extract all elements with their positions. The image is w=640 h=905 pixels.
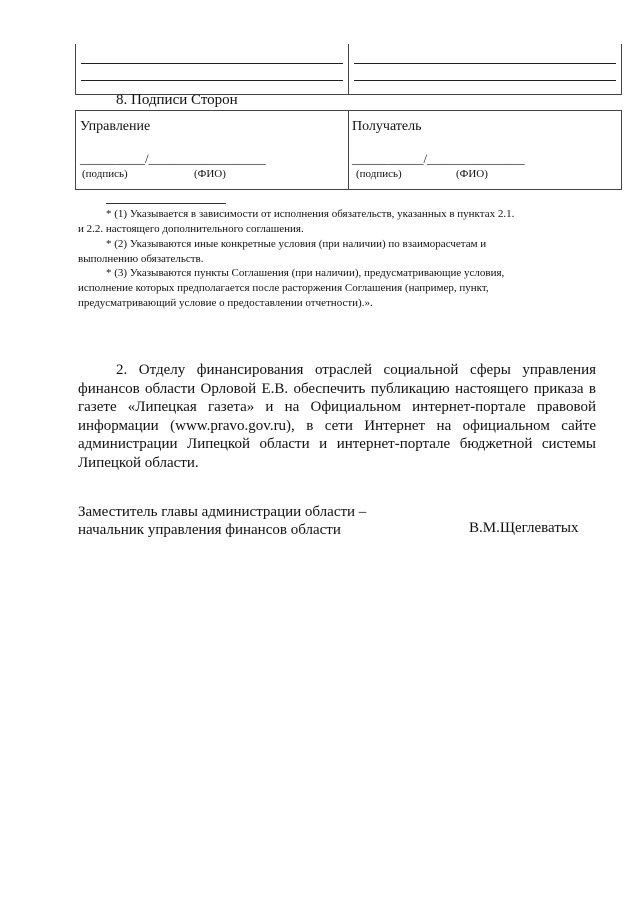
signature-line-right: ___________/_______________ (352, 151, 525, 166)
caption-signature-left: (подпись) (82, 168, 128, 180)
footnote-text: выполнению обязательств. (78, 253, 204, 265)
party-left-name: Управление (80, 119, 151, 134)
section-title: 8. Подписи Сторон (116, 92, 238, 108)
table-divider (348, 111, 349, 189)
paragraph-2: 2. Отделу финансирования отраслей социальной сферы управления финансов области Орловой Е.В. обеспечить публикацию настоящего приказа в газете «Липецкая газета» и на Официальном интернет-портале правовой информации (www.pravo.gov.ru), в сети Интернет на официальном сайте администрации Липецкой области и интернет-портале бюджетной системы Липецкой области. (78, 362, 596, 471)
blank-line (81, 80, 343, 81)
blank-line (354, 80, 616, 81)
caption-signature-right: (подпись) (356, 168, 402, 180)
footnote-1 (78, 207, 596, 237)
footnote-3 (78, 266, 596, 311)
footnote-text: предусматривающий условие о предоставлении отчетности).». (78, 297, 373, 309)
signature-line-left: __________/__________________ (80, 151, 266, 166)
footnote-text: * (3) Указываются пункты Соглашения (при наличии), предусматривающие условия, (106, 267, 505, 279)
blank-line (354, 63, 616, 64)
signatures-table (75, 110, 622, 190)
footnote-2 (78, 237, 596, 267)
signatory-title-line: начальник управления финансов области (78, 522, 341, 538)
footnote-text: * (1) Указывается в зависимости от исполнения обязательств, указанных в пунктах 2.1. (106, 208, 515, 220)
top-table-fragment (75, 44, 622, 95)
table-divider (348, 44, 349, 94)
caption-name-right: (ФИО) (456, 168, 488, 180)
signatory-title-line: Заместитель главы администрации области – (78, 504, 367, 520)
signatory-title (78, 503, 366, 539)
caption-name-left: (ФИО) (194, 168, 226, 180)
footnote-text: исполнение которых предполагается после расторжения Соглашения (например, пункт, (78, 282, 489, 294)
footnote-text: и 2.2. настоящего дополнительного соглашения. (78, 223, 304, 235)
footnote-separator (106, 203, 226, 204)
blank-line (81, 63, 343, 64)
footnote-text: * (2) Указываются иные конкретные условия (при наличии) по взаиморасчетам и (106, 238, 487, 250)
signatory-name: В.М.Щеглеватых (469, 520, 579, 536)
party-right-name: Получатель (352, 119, 422, 134)
